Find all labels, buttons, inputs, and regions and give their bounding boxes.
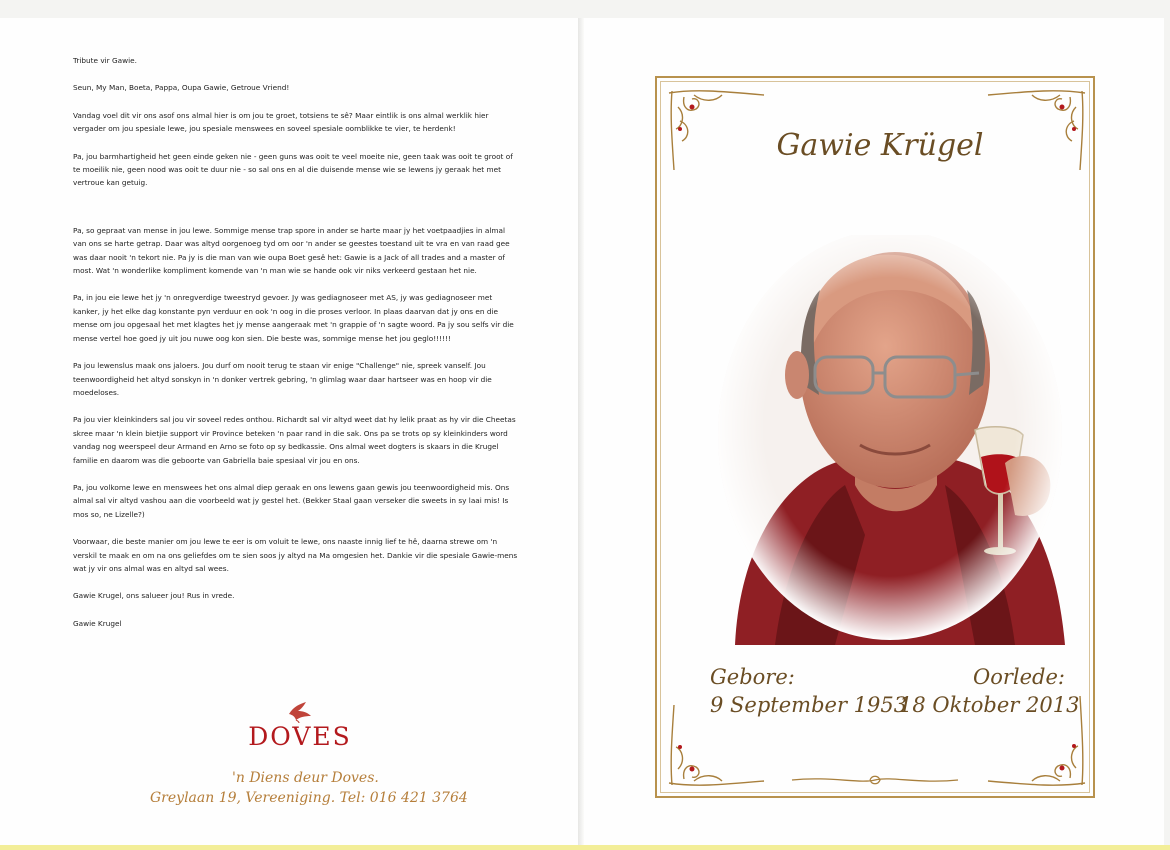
letter-salutation: Seun, My Man, Boeta, Pappa, Oupa Gawie, Getroue Vriend! [73, 83, 290, 93]
letter-paragraph: Pa jou lewenslus maak ons jaloers. Jou durf om nooit terug te staan vir enige "Challenge" nie, spreek vanself. Jou teenwoordigheid het altyd sonskyn in 'n donker vertrek gebring, 'n glimlag waar daar hartseer was en hoop vir die moedeloses. [73, 361, 492, 397]
born-label: Gebore: [710, 665, 795, 689]
flourish-top-left-icon [664, 85, 774, 175]
letter-paragraph: Pa, so gepraat van mense in jou lewe. Sommige mense trap spore in ander se harte maar jy het voetpaadjies in almal van ons se harte getrap. Daar was altyd oorgenoeg tyd om oor 'n ander se geestes toestand uit te vra en van raad gee was daar nooit 'n tekort nie. Pa jy is die man van wie oupa Boet gesê het: Gawie is a Jack of all trades and a master of most. Wat 'n wonderlike kompliment komende van 'n man wie se hande ook vir niks verkeerd gestaan het nie. [73, 225, 510, 276]
letter-paragraph: Pa jou vier kleinkinders sal jou vir soveel redes onthou. Richardt sal vir altyd weet dat hy lelik praat as hy vir die Cheetas skree maar 'n klein bietjie support vir Province beteken 'n paar rand in die sak. Ons pa se trots op sy kleinkinders word vandag nog weerspeel deur Armand en Arno se foto op sy bedkassie. Ons almal weet dogters is skaars in die Krugel familie en daarom was die geboorte van Gabriella baie spesiaal vir jou en ons. [73, 415, 516, 465]
letter-heading: Tribute vir Gawie. [73, 56, 137, 65]
tribute-letter [73, 54, 519, 644]
deceased-name: Gawie Krügel [776, 128, 984, 163]
scan-edge-strip [0, 845, 1170, 850]
letter-paragraph: Pa, jou volkome lewe en menswees het ons almal diep geraak en ons lewens gaan gewis jou teenwoordigheid mis. Ons almal sal vir altyd vashou aan die voorbeeld wat jy gestel het. (Bekker Staal gaan verseker die sweets in sy laai mis! Is mos so, ne Lizelle?) [73, 482, 510, 519]
doves-tagline: 'n Diens deur Doves. [232, 770, 379, 786]
born-date: 9 September 1953 [710, 693, 908, 717]
dove-icon [286, 700, 314, 724]
letter-paragraph: Pa, in jou eie lewe het jy 'n onregverdige tweestryd gevoer. Jy was gediagnoseer met AS, jy was gediagnoseer met kanker, jy het elke dag konstante pyn verduur en ook 'n oog in die proses verloor. In plaas daarvan dat jy ons en die mense om jou opgesaal het met klagtes het jy mense aangeraak met 'n grappie of 'n sagte woord. Pa jy sou selfs vir die mense vertel hoe goed jy uit jou nuwe oog kon sien. Die beste was, sommige mense het jou geglo!!!!!! [73, 293, 514, 343]
letter-paragraph: Vandag voel dit vir ons asof ons almal hier is om jou te groet, totsiens te sê? Maar eintlik is ons almal werklik hier vergader om jou spesiale lewe, jou spesiale menswees en soveel spesiale oomblikke te vier, te herdenk! [73, 110, 489, 134]
page-fold [578, 18, 584, 850]
doves-wordmark: DOVES [248, 722, 352, 751]
letter-paragraph: Pa, jou barmhartigheid het geen einde geken nie - geen guns was ooit te veel moeite nie, geen taak was ooit te groot of te moeilik nie, geen nood was ooit te duur nie - so sal ons en al die duisende mense wie se lewens jy geraak het met vertroue kan getuig. [73, 151, 513, 188]
died-label: Oorlede: [973, 665, 1065, 689]
doves-address: Greylaan 19, Vereeniging. Tel: 016 421 3764 [150, 790, 468, 806]
letter-signature: Gawie Krugel [73, 618, 122, 628]
letter-paragraph: Voorwaar, die beste manier om jou lewe te eer is om voluit te lewe, ons naaste innig lief te hê, daarna strewe om 'n verskil te maak en om na ons geliefdes om te sien soos jy altyd na Ma omgesien het. Dankie vir die spesiale Gawie-mens wat jy vir ons almal was en altyd sal wees. [73, 537, 518, 573]
doves-logo [180, 700, 420, 751]
portrait-photo [715, 235, 1070, 645]
letter-closing: Gawie Krugel, ons salueer jou! Rus in vrede. [73, 591, 235, 601]
flourish-bottom-center-icon [790, 770, 960, 790]
died-date: 18 Oktober 2013 [899, 693, 1080, 717]
